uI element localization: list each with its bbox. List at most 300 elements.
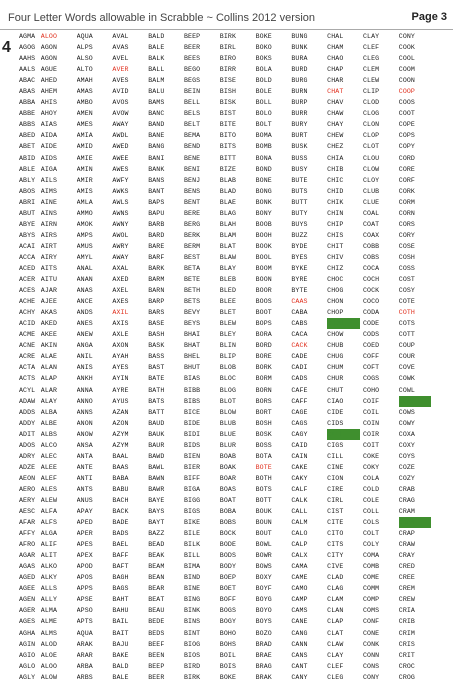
word-cell: CHUB [327, 342, 344, 350]
word-cell: AGAS [19, 563, 36, 571]
word-cell: BLAT [219, 242, 237, 250]
word-cell: ADZE [19, 463, 36, 471]
word-cell: ANIS [76, 364, 93, 372]
word-cell: CAGY [291, 430, 308, 438]
word-cell: BEVY [183, 309, 201, 317]
word-cell: CHAT [327, 88, 344, 96]
word-cell: BAFT [112, 563, 129, 571]
word-cell: CORS [398, 220, 415, 228]
word-cell: BLAB [219, 176, 237, 184]
word-cell: BOFF [219, 596, 237, 604]
word-cell: BRAE [255, 651, 272, 659]
word-cell: APTS [76, 618, 93, 626]
word-cell: BALE [112, 673, 129, 681]
word-cell: COWS [398, 408, 415, 416]
word-cell: BEGO [183, 66, 201, 74]
word-cell: APSE [76, 596, 93, 604]
word-cell: AGED [19, 574, 36, 582]
word-cell: BISH [219, 88, 237, 96]
word-cell: BORT [255, 408, 272, 416]
word-cell: CAFE [291, 386, 308, 394]
word-cell: BILK [183, 541, 201, 549]
word-cell: ARBA [76, 662, 93, 670]
word-cell: CREE [398, 574, 415, 582]
word-cell: COUP [398, 342, 415, 350]
word-cell: CHOP [327, 309, 344, 317]
word-cell: CHIB [327, 165, 344, 173]
word-cell: COMB [362, 563, 380, 571]
word-cell: CHAV [327, 99, 344, 107]
word-cell: BLAD [219, 187, 237, 195]
word-cell: BETS [183, 298, 201, 306]
word-cell: BASE [148, 320, 165, 328]
word-cell: COIT [362, 441, 380, 449]
word-cell: CAGE [291, 408, 308, 416]
word-cell: BEAR [148, 585, 165, 593]
word-cell: CAKE [291, 463, 308, 471]
word-cell: ABBS [19, 121, 36, 129]
word-cell: AVID [112, 88, 129, 96]
word-cell: BRAD [255, 640, 272, 648]
word-cell: AZAN [112, 408, 129, 416]
word-cell: BARN [148, 287, 165, 295]
word-cell: COLT [362, 530, 380, 538]
word-cell: CLOT [362, 143, 380, 151]
word-cell: ABAC [19, 77, 36, 85]
word-cell: BERM [183, 242, 201, 250]
word-cell: ANNO [76, 397, 93, 405]
word-cell: CIEL [327, 429, 360, 440]
word-cell: CLAY [327, 651, 344, 659]
word-cell: BAST [148, 364, 165, 372]
word-cell: AFFY [19, 530, 36, 538]
word-cell: CHIV [327, 253, 344, 261]
word-cell: APAY [76, 508, 93, 516]
word-cell: BORE [255, 353, 272, 361]
word-cell: ALEW [40, 496, 58, 504]
word-cell: ABBE [19, 110, 36, 118]
word-cell: BAIL [112, 618, 129, 626]
word-cell: BAPS [148, 198, 165, 206]
word-cell: CRIA [398, 607, 415, 615]
word-cell: BOSK [255, 430, 272, 438]
word-cell: COCO [362, 298, 380, 306]
word-cell: ANOW [76, 430, 93, 438]
word-cell: BIMA [183, 563, 201, 571]
word-cell: COLA [362, 474, 380, 482]
word-cell: COOP [398, 88, 415, 96]
word-cell: AYRE [112, 386, 129, 394]
word-cell: BAKE [112, 651, 129, 659]
word-cell: AIDA [40, 132, 58, 140]
word-cell: CHAP [327, 66, 344, 74]
word-cell: BUSS [291, 154, 308, 162]
word-cell: BOLA [255, 66, 272, 74]
word-cell: BILL [183, 552, 201, 560]
word-cell: ALBE [40, 419, 58, 427]
word-cell: AYES [112, 364, 129, 372]
word-cell: APPS [76, 585, 93, 593]
word-cell: BYRE [291, 276, 308, 284]
word-cell: COWY [398, 419, 415, 427]
word-cell: CLAT [327, 629, 344, 637]
word-cell: CANN [291, 640, 308, 648]
word-cell: CONN [362, 651, 380, 659]
word-cell: ALMS [40, 629, 58, 637]
word-cell: BAZZ [148, 530, 165, 538]
word-cell: BLAY [219, 264, 237, 272]
word-cell: BERE [183, 209, 201, 217]
word-cell: AZON [112, 419, 129, 427]
word-cell: COAX [362, 231, 380, 239]
word-cell: BOGS [219, 607, 237, 615]
word-cell: AFRO [19, 541, 36, 549]
word-column [148, 31, 181, 683]
word-cell: CRAW [398, 541, 415, 549]
word-cell: ALAY [40, 397, 58, 405]
word-cell: AQUA [76, 33, 93, 40]
word-cell: CLOG [362, 110, 380, 118]
word-cell: BLET [219, 309, 237, 317]
word-cell: BIBS [183, 397, 201, 405]
word-cell: BOET [219, 585, 237, 593]
word-cell: BIFF [183, 474, 201, 482]
word-cell: BOBS [219, 519, 237, 527]
word-cell: BALD [148, 33, 165, 40]
word-cell: CINE [327, 463, 344, 471]
word-cell: CLEG [362, 55, 380, 63]
word-cell: BENJ [183, 176, 201, 184]
word-cell: ACRE [19, 353, 36, 361]
word-cell: ALLS [40, 585, 58, 593]
word-cell: CRAP [398, 530, 415, 538]
word-cell: COMA [362, 552, 380, 560]
word-cell: CAME [291, 574, 308, 582]
word-column [41, 31, 74, 683]
word-cell: AWRY [112, 242, 129, 250]
word-cell: BALK [148, 55, 165, 63]
word-cell: CLUE [362, 198, 380, 206]
word-cell: BOSS [255, 441, 272, 449]
word-cell: BITT [219, 154, 237, 162]
word-cell: AINS [40, 209, 58, 217]
word-cell: ACTS [19, 375, 36, 383]
word-column [77, 31, 110, 683]
word-cell: ADDY [19, 419, 36, 427]
word-cell: AMLA [76, 198, 93, 206]
word-cell: BLAH [219, 220, 237, 228]
word-cell: CACK [291, 342, 308, 350]
word-cell: BOAK [219, 463, 237, 471]
word-cell: CIGS [327, 441, 344, 449]
word-cell: AVES [112, 77, 129, 85]
word-cell: ABUT [19, 209, 36, 217]
word-cell: CHUT [327, 386, 344, 394]
word-cell: CADS [291, 375, 308, 383]
word-cell: AGUE [40, 66, 58, 74]
word-cell: BHAT [183, 342, 201, 350]
word-cell: ALMA [40, 607, 58, 615]
word-cell: COHO [362, 386, 380, 394]
word-cell: COXY [398, 441, 415, 449]
word-cell: AHOY [40, 110, 58, 118]
word-cell: CRAB [398, 485, 415, 493]
word-cell: ARBS [76, 673, 93, 681]
word-cell: BEAT [148, 596, 165, 604]
word-cell: ALKY [40, 574, 58, 582]
word-cell: ANDS [76, 309, 93, 317]
word-cell: CANT [291, 662, 308, 670]
word-cell: BOGY [219, 618, 237, 626]
word-cell: AGOG [19, 44, 36, 52]
word-cell: CORN [398, 209, 415, 217]
word-cell: AWEE [112, 154, 129, 162]
word-cell: BEST [183, 253, 201, 261]
word-cell: CRIS [398, 640, 415, 648]
word-cell: COCA [362, 264, 380, 272]
word-cell: BARE [148, 242, 165, 250]
word-cell: BOLO [255, 110, 272, 118]
word-cell: BOON [255, 276, 272, 284]
word-cell: BITO [219, 132, 237, 140]
word-cell: BIDI [183, 430, 201, 438]
word-cell: AWAY [112, 121, 129, 129]
word-cell: BOYG [255, 596, 272, 604]
word-cell: AXES [112, 298, 129, 306]
word-cell: AWED [112, 143, 129, 151]
word-cell: BANS [148, 176, 165, 184]
word-cell: AITS [40, 264, 58, 272]
word-cell: BEEF [148, 640, 165, 648]
word-cell: CODA [362, 309, 380, 317]
word-cell: ALFA [40, 508, 58, 516]
word-cell: BHAI [183, 331, 201, 339]
word-cell: BURD [291, 66, 308, 74]
word-column [291, 31, 324, 683]
word-cell: AGIN [19, 640, 36, 648]
word-cell: CHON [327, 298, 344, 306]
word-cell: CHAY [327, 121, 344, 129]
word-column [184, 31, 217, 683]
word-cell: AGEE [19, 585, 36, 593]
word-cell: BADE [112, 519, 129, 527]
word-cell: AYIN [112, 375, 129, 383]
word-cell: CITE [327, 519, 344, 527]
word-cell: BIRK [183, 673, 201, 681]
word-cell: CORK [398, 187, 415, 195]
word-cell: CLAW [327, 640, 344, 648]
word-cell: CROC [398, 662, 415, 670]
word-cell: ACED [19, 264, 36, 272]
word-cell: BOKE [255, 33, 272, 40]
word-cell: BUYS [291, 220, 308, 228]
word-cell: BAWR [148, 485, 165, 493]
word-cell: BOXY [255, 574, 272, 582]
word-cell: COIR [362, 430, 380, 438]
word-cell: BING [183, 596, 201, 604]
word-cell: BOYO [255, 607, 272, 615]
word-cell: CHIK [327, 198, 344, 206]
word-cell: APOS [76, 574, 93, 582]
word-cell: BASS [148, 353, 165, 361]
word-cell: BALE [148, 44, 165, 52]
word-cell: AMAS [76, 88, 93, 96]
word-cell: BOYS [255, 618, 272, 626]
word-cell: AERY [19, 496, 36, 504]
word-cell: BOOK [255, 242, 272, 250]
word-cell: CHIA [327, 154, 344, 162]
word-cell: CHOW [327, 331, 344, 339]
word-cell: CALP [291, 541, 308, 549]
word-cell: COZE [398, 463, 415, 471]
word-cell: BEIN [183, 88, 201, 96]
word-cell: COAT [362, 220, 380, 228]
word-cell: COMS [362, 607, 380, 615]
word-cell: BITS [219, 143, 237, 151]
word-cell: BEYS [183, 320, 201, 328]
word-cell: CAMO [291, 585, 308, 593]
word-cell: CHIT [327, 242, 344, 250]
word-cell: BOAB [219, 452, 237, 460]
word-cell: AMIE [76, 154, 93, 162]
word-cell: BALD [112, 662, 129, 670]
word-cell: COWL [398, 386, 415, 394]
word-cell: AMBO [76, 99, 93, 107]
word-cell: BOOM [255, 264, 272, 272]
word-cell: CALO [291, 530, 308, 538]
word-cell: ACHE [19, 298, 36, 306]
word-cell: BOTH [255, 474, 272, 482]
word-cell: CONF [362, 618, 380, 626]
word-cell: AWKS [112, 187, 129, 195]
word-cell: ANSA [76, 441, 93, 449]
word-cell: BURT [291, 132, 308, 140]
word-cell: AHEM [40, 88, 58, 96]
word-cell: CITS [327, 541, 344, 549]
word-cell: BLOG [219, 386, 237, 394]
word-cell: ALIF [40, 541, 58, 549]
word-cell: BINT [183, 629, 201, 637]
word-cell: BOOT [255, 309, 272, 317]
word-cell: BOMA [255, 132, 272, 140]
word-cell: CREM [398, 585, 415, 593]
word-cell: CLEG [327, 673, 344, 681]
word-cell: BOLL [255, 99, 272, 107]
word-cell: BAYE [148, 496, 165, 504]
word-cell: AIRN [40, 220, 58, 228]
word-cell: BIRL [219, 44, 237, 52]
word-cell: CLAD [327, 574, 344, 582]
word-cell: BOLT [255, 121, 272, 129]
word-cell: BLOB [219, 364, 237, 372]
word-cell: COLE [362, 496, 380, 504]
word-cell: COCK [362, 287, 380, 295]
word-cell: COWP [399, 396, 432, 407]
word-cell: BLAW [219, 253, 237, 261]
word-cell: COGS [362, 375, 380, 383]
word-cell: BHUT [183, 364, 201, 372]
word-cell: CONE [362, 629, 380, 637]
word-cell: AMAH [76, 77, 93, 85]
word-cell: CHIN [327, 209, 344, 217]
word-cell: ABLY [19, 176, 36, 184]
word-cell: AWAY [112, 253, 129, 261]
word-cell: CLUB [362, 187, 380, 195]
word-cell: BLUB [219, 419, 237, 427]
word-cell: ADDS [19, 408, 36, 416]
word-cell: COMM [362, 585, 380, 593]
word-cell: AMID [76, 143, 93, 151]
word-cell: ACHY [19, 309, 36, 317]
word-cell: CRAN [399, 517, 432, 528]
word-cell: CORD [398, 154, 415, 162]
word-cell: BOMB [255, 143, 272, 151]
word-cell: COTT [398, 331, 415, 339]
word-cell: BONA [255, 154, 272, 162]
word-cell: AJEE [40, 298, 58, 306]
word-cell: BIRO [219, 55, 237, 63]
word-cell: BLOT [219, 397, 237, 405]
word-cell: BOUK [255, 508, 272, 516]
word-cell: BANG [148, 143, 165, 151]
word-cell: BORA [255, 331, 272, 339]
word-cell: AGEN [19, 596, 36, 604]
word-cell: ACID [19, 320, 36, 328]
word-cell: BOWR [255, 552, 272, 560]
word-cell: AAHS [19, 55, 36, 63]
word-cell: BIRK [219, 33, 237, 40]
word-cell: AGHA [19, 629, 36, 637]
word-cell: COKE [362, 452, 380, 460]
word-cell: COLS [362, 519, 380, 527]
word-cell: CORY [398, 231, 415, 239]
word-cell: BOKO [255, 44, 272, 52]
word-cell: BORD [255, 342, 272, 350]
word-cell: AZYM [112, 430, 129, 438]
word-cell: COPY [398, 143, 415, 151]
word-cell: BUNG [291, 33, 308, 40]
word-cell: BAND [148, 121, 165, 129]
word-cell: ANNS [76, 408, 93, 416]
word-cell: CLON [362, 121, 380, 129]
word-cell: CHEW [327, 132, 344, 140]
word-cell: BAUR [148, 441, 165, 449]
word-cell: BIDE [183, 419, 201, 427]
word-cell: CALF [291, 485, 308, 493]
word-cell: BUTE [291, 176, 308, 184]
word-cell: ALTO [76, 66, 93, 74]
word-cell: ABED [19, 132, 36, 140]
word-cell: BLOC [219, 375, 237, 383]
word-cell: CANG [291, 629, 308, 637]
word-cell: CRIM [398, 629, 415, 637]
word-cell: BIGA [183, 485, 201, 493]
word-cell: BLAG [219, 209, 237, 217]
word-cell: BEND [183, 143, 201, 151]
word-cell: BABU [112, 485, 129, 493]
word-cell: COLL [362, 508, 380, 516]
word-cell: BLEE [219, 298, 237, 306]
word-cell: CRED [398, 563, 415, 571]
word-cell: APED [76, 519, 93, 527]
word-column [399, 31, 432, 683]
word-cell: CLEW [362, 77, 380, 85]
word-cell: COTE [398, 298, 415, 306]
word-cell: COCH [362, 276, 380, 284]
word-cell: BURY [291, 121, 308, 129]
word-cell: BOKS [255, 55, 272, 63]
word-cell: BISK [219, 99, 237, 107]
